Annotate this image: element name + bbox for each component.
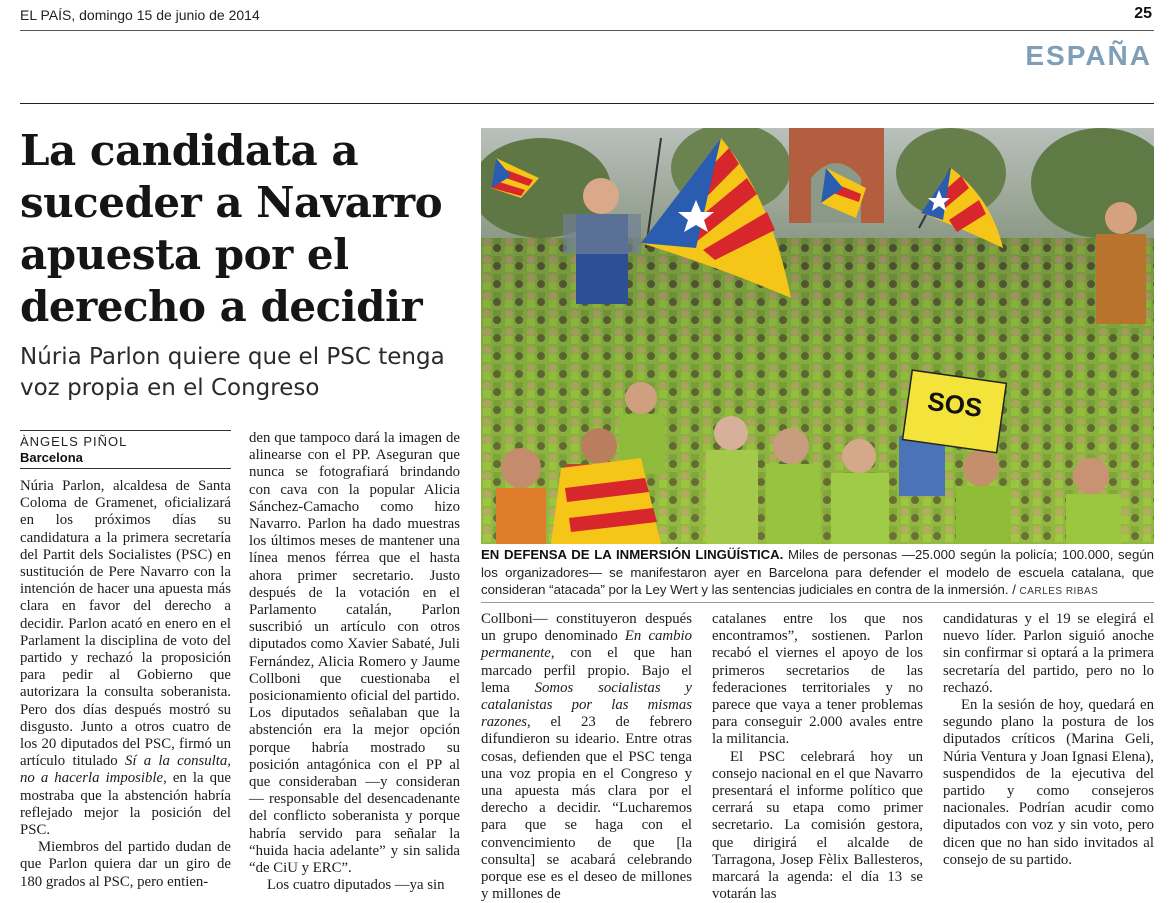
- body-column-3: [481, 611, 692, 903]
- text-run: , el 23 de febrero difundieron su ideario. Entre otras cosas, defienden que el PSC tenga una voz propia en el Congreso y una apuesta más clara por el derecho a decidir. “Lucharemos para que se haga con el convencimiento de que [la consulta] se acabará celebrando porque ese es el deseo de millones y millones de: [481, 714, 692, 903]
- text-run: , en la que mostraba que la abstención habría reflejado mejor la posición del PSC.: [20, 770, 231, 839]
- author: ÀNGELS PIÑOL: [20, 434, 128, 449]
- sign-text: SOS: [925, 385, 985, 424]
- byline-rule-top: [20, 430, 231, 431]
- text-run: Collboni— constituyeron después un grupo denominado: [481, 611, 692, 645]
- dateline-location: Barcelona: [20, 450, 83, 465]
- body-column-1: [20, 478, 231, 891]
- caption-heading: EN DEFENSA DE LA INMERSIÓN LINGÜÍSTICA.: [481, 547, 784, 562]
- paragraph: En la sesión de hoy, quedará en segundo plano la postura de los diputados críticos (Marina Geli, Núria Ventura y Joan Ignasi Elena), suspendidos de la ejecutiva del partido y como consejeros nacionales. Podrían acudir como diputados con voz y sin voto, pero dicen que no han sido invitados al consejo de su partido.: [943, 697, 1154, 868]
- paragraph: catalanes entre los que nos encontramos”, sostienen. Parlon recabó el viernes el apoyo de los primeros secretarios de las federaciones territoriales y no parece que vaya a tener problemas para conseguir 2.000 avales entre la militancia.: [712, 611, 923, 748]
- photo-credit: CARLES RIBAS: [1019, 586, 1099, 597]
- headline: La candidata a suceder a Navarro apuesta por el derecho a decidir: [20, 126, 443, 331]
- header-rule: [20, 30, 1154, 31]
- sos-sign: [903, 370, 1007, 453]
- paragraph: Miembros del partido dudan de que Parlon quiera dar un giro de 180 grados al PSC, pero entien-: [20, 839, 231, 890]
- group-name-italic: En cambio permanente: [481, 628, 693, 662]
- body-column-4: [712, 611, 923, 903]
- photo-caption: [481, 546, 1154, 601]
- byline: [20, 430, 231, 469]
- text-run: , con el que han marcado perfil propio. Bajo el lema: [481, 645, 692, 696]
- text-run: Núria Parlon, alcaldesa de Santa Coloma de Gramenet, oficializará en los próximos días su candidatura a la primera secretaría del Partit dels Socialistes (PSC) en sustitución de Pere Navarro con la intención de hacer una apuesta más clara en favor del derecho a decidir. Parlon acató en enero en el Parlament la disciplina de voto del partido y rechazó la proposición para pedir al Gobierno que autorizara la consulta soberanista. Pero dos días después mostró su disgusto. Junto a otros cuatro de los 20 diputados del PSC, firmó un artículo titulado: [20, 478, 231, 770]
- page-number: 25: [1134, 5, 1152, 22]
- paragraph: [20, 478, 231, 839]
- paragraph: candidaturas y el 19 se elegirá el nuevo líder. Parlon siguió anoche sin confirmar si optará a la primera secretaría del partido, pero no lo rechazó.: [943, 611, 1154, 696]
- slogan-italic: Somos socialistas y catalanistas por las mismas razones: [481, 679, 692, 731]
- section-title: ESPAÑA: [1025, 40, 1152, 71]
- news-photo: [481, 128, 1154, 544]
- page-header: [20, 0, 1154, 30]
- section-rule: [20, 103, 1154, 104]
- caption-text: Miles de personas —25.000 según la policía; 100.000, según los organizadores— se manifestaron ayer en Barcelona para defender el modelo de escuela catalana, que consideran “atacada” por la Ley Wert y las sentencias judiciales en contra de la inmersión. /: [481, 547, 1154, 597]
- article-title-italic: Sí a la consulta, no a hacerla imposible: [20, 753, 231, 787]
- paragraph: [481, 611, 692, 903]
- byline-rule-bottom: [20, 468, 231, 469]
- subtitle: Núria Parlon quiere que el PSC tenga voz propia en el Congreso: [20, 344, 445, 401]
- body-column-5: [943, 611, 1154, 869]
- paragraph: El PSC celebrará hoy un consejo nacional en el que Navarro presentará el informe político que cerrará su etapa como primer secretario. La comisión gestora, que dirigirá el alcalde de Tarragona, Josep Fèlix Ballesteros, marcará la agenda: el día 13 se votarán las: [712, 748, 923, 903]
- paragraph: Los cuatro diputados —ya sin: [267, 877, 445, 894]
- demonstration-crowd-photo: [481, 128, 1154, 544]
- newspaper-date: EL PAÍS, domingo 15 de junio de 2014: [20, 7, 260, 23]
- body-column-2: [249, 430, 460, 894]
- paragraph: den que tampoco dará la imagen de alinearse con el PP. Aseguran que nunca se fotografiará brindando con cava con la popular Alicia Sánchez-Camacho como hizo Navarro. Parlon ha dado muestras los últimos meses de mantener una línea menos férrea que el hasta ahora primer secretario. Justo después de la votación en el Parlamento catalán, Parlon suscribió un artículo con otros diputados como Xavier Sabaté, Juli Fernández, Alicia Romero y Jaume Collboni que cuestionaba el posicionamiento oficial del partido. Los diputados señalaban que la abstención era la mejor opción porque habría mostrado su posición antagónica con el PP al que consideraban —y consideran— responsable del desencadenante del conflicto soberanista y porque habría servido para señalar la “huida hacia adelante” y sin salida “de CiU y ERC”.: [249, 430, 460, 877]
- caption-rule: [481, 602, 1154, 603]
